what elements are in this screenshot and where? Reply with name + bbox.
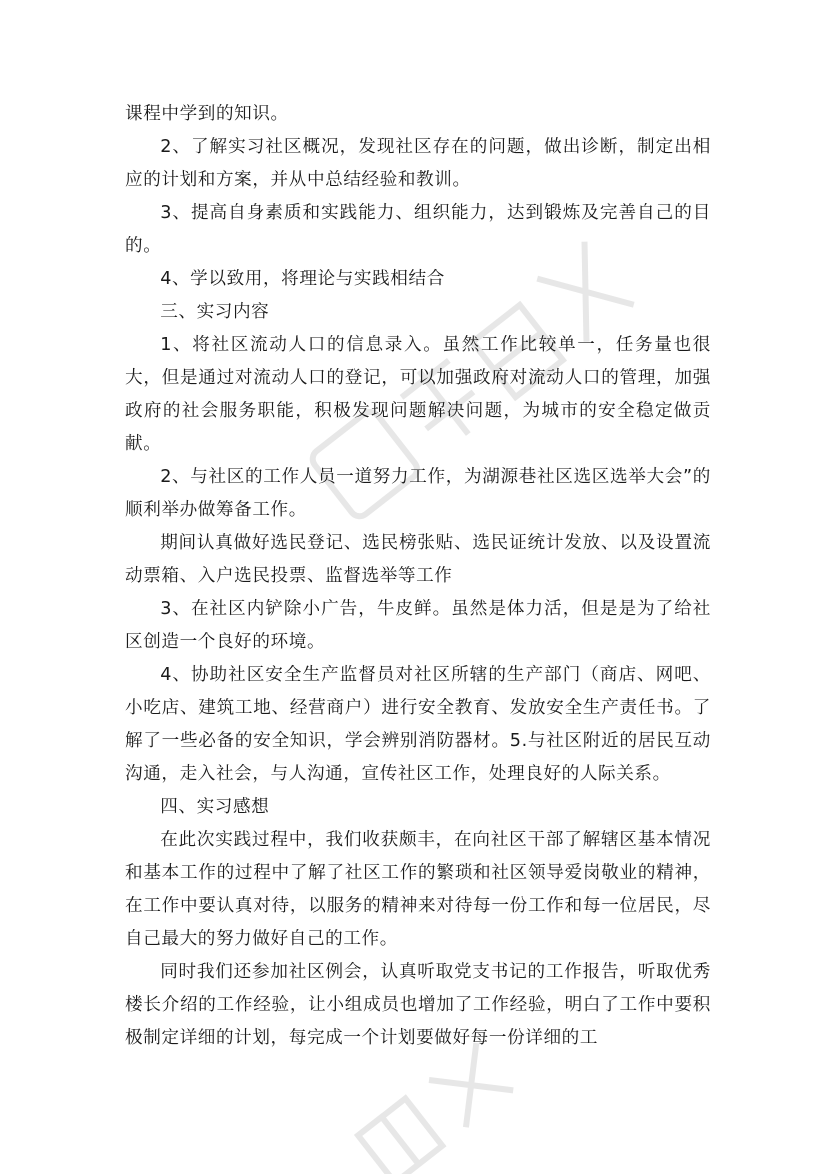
paragraph: 四、实习感想 [160, 797, 270, 817]
paragraph: 3、在社区内铲除小广告，牛皮鲜。虽然是体力活，但是是为了给社区创造一个良好的环境。 [125, 599, 711, 652]
paragraph: 4、协助社区安全生产监督员对社区所辖的生产部门（商店、网吧、小吃店、建筑工地、经营商户）进行安全教育、发放安全生产责任书。了解了一些必备的安全知识，学会辨别消防器材。5.与社区附近的居民互动沟通，走入社会，与人沟通，宣传社区工作，处理良好的人际关系。 [125, 665, 711, 784]
paragraph: 2、了解实习社区概况，发现社区存在的问题，做出诊断，制定出相应的计划和方案，并从中总结经验和教训。 [125, 137, 711, 190]
paragraph: 1、将社区流动人口的信息录入。虽然工作比较单一，任务量也很大，但是通过对流动人口的登记，可以加强政府对流动人口的管理，加强政府的社会服务职能，积极发现问题解决问题，为城市的安全稳定做贡献。 [125, 335, 711, 454]
paragraph: 期间认真做好选民登记、选民榜张贴、选民证统计发放、以及设置流动票箱、入户选民投票、监督选举等工作 [125, 533, 711, 586]
paragraph: 课程中学到的知识。 [125, 104, 289, 124]
paragraph: 3、提高自身素质和实践能力、组织能力，达到锻炼及完善自己的目的。 [125, 203, 711, 256]
paragraph: 三、实习内容 [160, 302, 270, 322]
paragraph: 在此次实践过程中，我们收获颇丰，在向社区干部了解辖区基本情况和基本工作的过程中了解了社区工作的繁琐和社区领导爱岗敬业的精神，在工作中要认真对待，以服务的精神来对待每一份工作和每一位居民，尽自己最大的努力做好自己的工作。 [125, 830, 711, 949]
paragraph: 同时我们还参加社区例会，认真听取党支书记的工作报告，听取优秀楼长介绍的工作经验，让小组成员也增加了工作经验，明白了工作中要积极制定详细的计划，每完成一个计划要做好每一份详细的工 [125, 962, 711, 1048]
document-body [125, 98, 711, 1055]
paragraph: 4、学以致用，将理论与实践相结合 [160, 269, 445, 289]
paragraph: 2、与社区的工作人员一道努力工作，为湖源巷社区选区选举大会”的顺利举办做筹备工作。 [125, 467, 711, 520]
